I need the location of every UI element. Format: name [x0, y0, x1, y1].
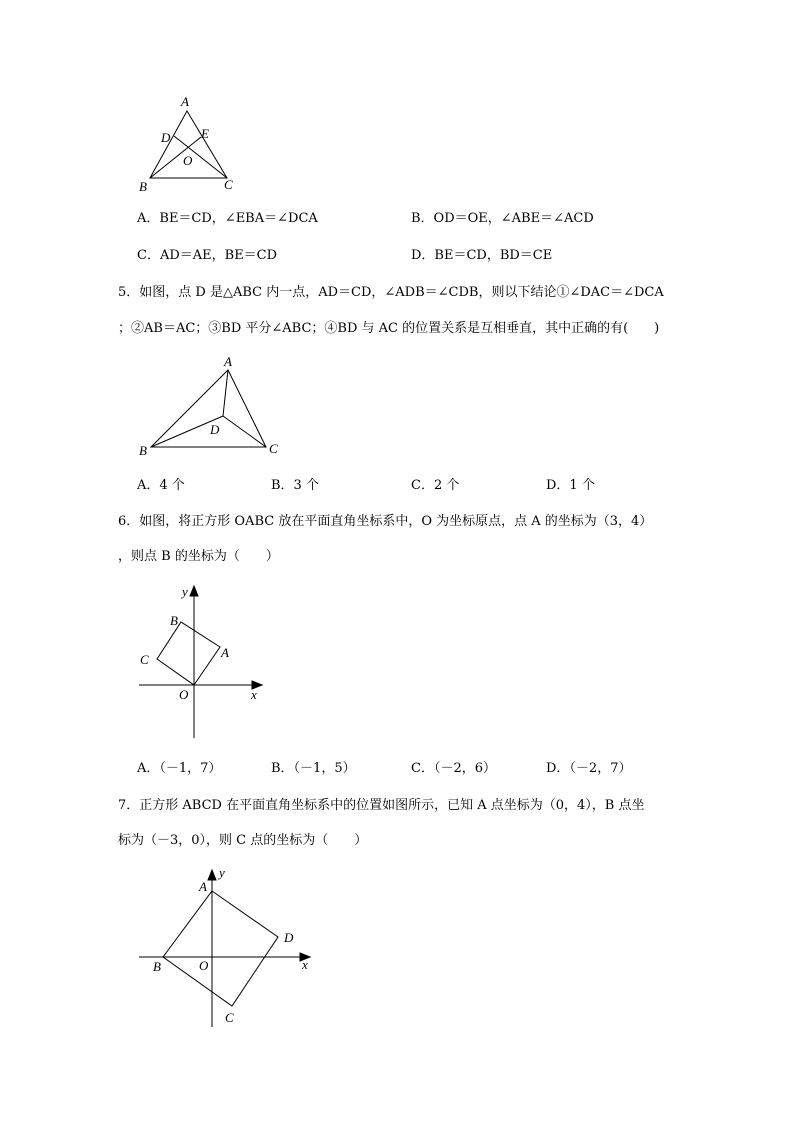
q7-y-axis-arrow	[208, 870, 216, 880]
q7-figure	[130, 862, 330, 1032]
q7-stem-line-2: 标为（－3，0），则 C 点的坐标为（ ）	[118, 833, 368, 848]
q4-option-a: A．BE＝CD，∠EBA＝∠DCA	[137, 211, 318, 226]
q6-option-c: C．（－2，6）	[411, 761, 496, 776]
q7-label-b: B	[153, 959, 161, 974]
q5-segment-ad	[223, 370, 228, 416]
q6-label-c: C	[140, 652, 149, 667]
q5-option-b: B．3 个	[271, 478, 319, 493]
q5-figure	[130, 350, 290, 460]
q4-label-c: C	[224, 177, 233, 192]
q6-label-o: O	[179, 687, 189, 702]
q7-label-d: D	[284, 930, 294, 945]
q6-square-oabc	[157, 622, 220, 685]
q5-stem-line-1: 5．如图，点 D 是△ABC 内一点，AD＝CD，∠ADB＝∠CDB，则以下结论①∠DAC＝∠DCA	[118, 285, 664, 300]
q4-option-d: D．BE＝CD，BD＝CE	[411, 248, 553, 263]
q4-segment-cd	[174, 136, 227, 178]
q5-option-c: C．2 个	[411, 478, 460, 493]
q5-label-c: C	[269, 441, 278, 456]
q6-y-axis-arrow	[190, 586, 198, 596]
q4-label-b: B	[139, 179, 147, 194]
q4-segment-be	[150, 137, 201, 178]
q6-label-b: B	[170, 613, 178, 628]
q7-square-abcd	[163, 891, 278, 1006]
q5-label-d: D	[210, 422, 220, 437]
q7-label-o: O	[199, 958, 209, 973]
q4-option-c: C．AD＝AE，BE＝CD	[137, 248, 278, 263]
q6-label-a: A	[221, 645, 229, 660]
q7-stem-line-1: 7．正方形 ABCD 在平面直角坐标系中的位置如图所示，已知 A 点坐标为（0，4），B 点坐	[118, 798, 645, 813]
q5-label-b: B	[139, 443, 147, 458]
q5-option-a: A．4 个	[137, 478, 185, 493]
q4-label-a: A	[181, 94, 189, 109]
q4-label-o: O	[183, 153, 193, 168]
q6-stem-line-2: ，则点 B 的坐标为（ ）	[118, 549, 279, 564]
q7-label-a: A	[199, 879, 207, 894]
q4-figure	[130, 92, 250, 192]
q6-option-d: D．（－2，7）	[546, 761, 632, 776]
q4-label-e: E	[201, 126, 209, 141]
q6-option-a: A．（－1，7）	[137, 761, 222, 776]
q5-stem-line-2: ；②AB＝AC；③BD 平分∠ABC；④BD 与 AC 的位置关系是互相垂直，其中正确的有( )	[118, 321, 660, 336]
q6-label-x: x	[251, 687, 257, 702]
q6-stem-line-1: 6．如图，将正方形 OABC 放在平面直角坐标系中，O 为坐标原点，点 A 的坐标为（3，4）	[118, 514, 653, 529]
q6-figure	[130, 580, 270, 740]
q7-label-c: C	[225, 1010, 234, 1025]
q7-label-y: y	[219, 865, 225, 880]
q5-triangle	[151, 370, 266, 447]
q4-label-d: D	[161, 130, 171, 145]
q5-label-a: A	[224, 354, 232, 369]
q4-option-b: B．OD＝OE，∠ABE＝∠ACD	[411, 211, 594, 226]
q6-option-b: B．（－1，5）	[271, 761, 356, 776]
q5-option-d: D．1 个	[546, 478, 595, 493]
q7-label-x: x	[302, 957, 308, 972]
q6-label-y: y	[182, 584, 188, 599]
q5-segment-cd	[223, 416, 266, 447]
